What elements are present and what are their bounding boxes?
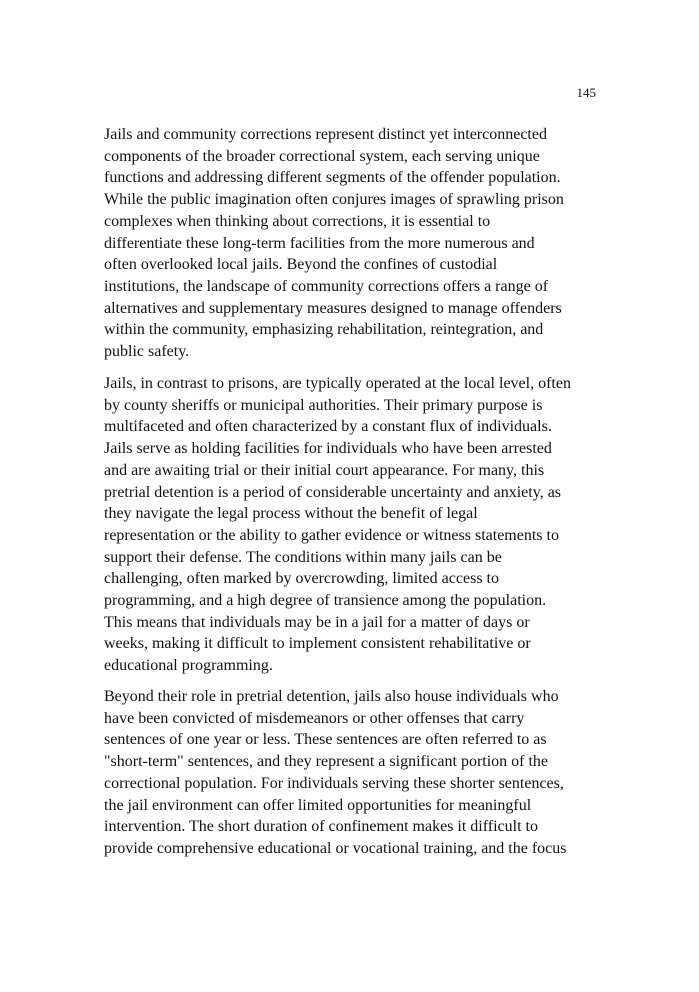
text-line: alternatives and supplementary measures designed to manage offenders xyxy=(104,299,562,317)
text-line: Jails and community corrections represent distinct yet interconnected xyxy=(104,126,547,143)
text-line: functions and addressing different segments of the offender population. xyxy=(104,169,561,187)
text-line: intervention. The short duration of confinement makes it difficult to xyxy=(104,818,538,836)
text-line: This means that individuals may be in a jail for a matter of days or xyxy=(104,613,530,631)
text-line: support their defense. The conditions within many jails can be xyxy=(104,548,502,566)
text-line: the jail environment can offer limited opportunities for meaningful xyxy=(104,796,532,814)
paragraph-3 xyxy=(104,686,567,860)
text-line: institutions, the landscape of community corrections offers a range of xyxy=(104,277,549,295)
text-line: by county sheriffs or municipal authorities. Their primary purpose is xyxy=(104,396,543,414)
text-line: public safety. xyxy=(104,343,190,361)
text-line: Beyond their role in pretrial detention, jails also house individuals who xyxy=(104,688,559,705)
text-line: representation or the ability to gather evidence or witness statements to xyxy=(104,526,559,544)
text-line: multifaceted and often characterized by a constant flux of individuals. xyxy=(104,418,552,436)
paragraph-1 xyxy=(104,124,564,363)
text-line: educational programming. xyxy=(104,657,273,675)
text-line: differentiate these long-term facilities from the more numerous and xyxy=(104,234,535,252)
text-line: Jails, in contrast to prisons, are typically operated at the local level, often xyxy=(104,375,571,392)
text-line: sentences of one year or less. These sentences are often referred to as xyxy=(104,731,547,749)
text-line: Jails serve as holding facilities for individuals who have been arrested xyxy=(104,440,552,458)
text-line: often overlooked local jails. Beyond the confines of custodial xyxy=(104,256,498,274)
text-line: While the public imagination often conjures images of sprawling prison xyxy=(104,191,564,209)
text-line: weeks, making it difficult to implement consistent rehabilitative or xyxy=(104,635,531,653)
paragraph-2 xyxy=(104,373,571,677)
text-line: programming, and a high degree of transience among the population. xyxy=(104,592,547,610)
text-line: components of the broader correctional system, each serving unique xyxy=(104,147,540,165)
text-line: provide comprehensive educational or vocational training, and the focus xyxy=(104,839,567,857)
text-line: correctional population. For individuals serving these shorter sentences, xyxy=(104,774,564,792)
text-line: complexes when thinking about corrections, it is essential to xyxy=(104,212,491,230)
text-line: they navigate the legal process without the benefit of legal xyxy=(104,505,478,523)
text-line: within the community, emphasizing rehabilitation, reintegration, and xyxy=(104,321,544,339)
text-line: and are awaiting trial or their initial court appearance. For many, this xyxy=(104,461,545,479)
text-line: "short-term" sentences, and they represent a significant portion of the xyxy=(104,753,549,771)
text-line: have been convicted of misdemeanors or other offenses that carry xyxy=(104,709,525,727)
page-number: 145 xyxy=(576,85,596,100)
text-line: pretrial detention is a period of considerable uncertainty and anxiety, as xyxy=(104,483,562,501)
text-line: challenging, often marked by overcrowding, limited access to xyxy=(104,570,499,588)
